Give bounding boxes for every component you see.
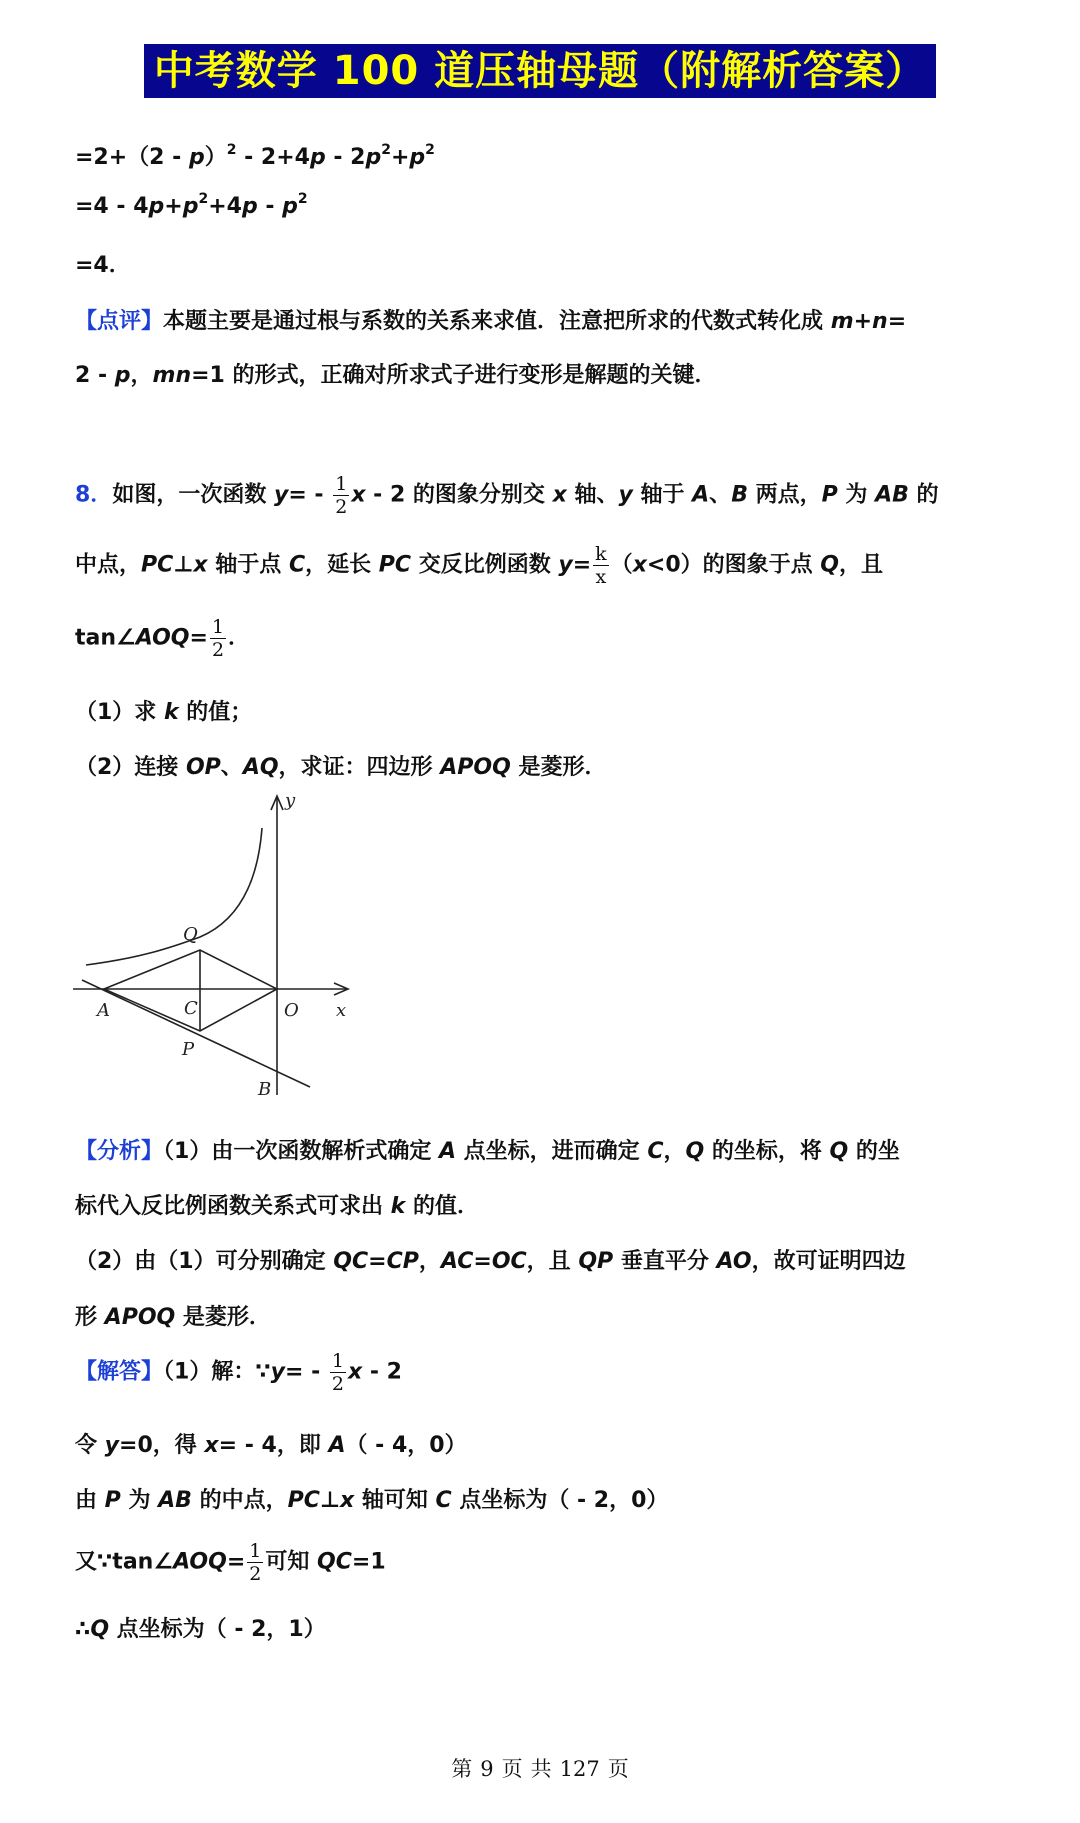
label-a: A — [97, 1000, 110, 1021]
fraction: $\frac{1}{2}$ — [335, 473, 348, 518]
analysis-line-2: 标代入反比例函数关系式可求出 k 的值． — [75, 1194, 479, 1219]
label-x: x — [336, 1000, 347, 1021]
solution-line-1: 【解答】（1）解：∵y= - $\frac{1}{2}$ x - 2 — [75, 1350, 402, 1395]
analysis-tag: 【分析】 — [75, 1139, 164, 1164]
page-footer: 第 9 页 共 127 页 — [451, 1757, 629, 1781]
label-o: O — [284, 1000, 299, 1021]
comment-tag: 【点评】 — [75, 309, 164, 334]
analysis-line-3: （2）由（1）可分别确定 QC=CP，AC=OC，且 QP 垂直平分 AO，故可证明四边 — [75, 1249, 906, 1274]
problem-number: 8． — [75, 482, 113, 508]
question-2: （2）连接 OP、AQ，求证：四边形 APOQ 是菱形． — [75, 755, 607, 780]
label-c: C — [184, 998, 198, 1019]
total-pages: 127 — [559, 1757, 600, 1781]
fraction: $\frac{1}{2}$ — [331, 1350, 344, 1395]
solution-line-3: 由 P 为 AB 的中点，PC⊥x 轴可知 C 点坐标为（ - 2，0） — [75, 1488, 669, 1513]
equation-line-2: $=4 - 4p+p^2+4p - p^2$ — [75, 191, 308, 219]
title-bar — [0, 44, 1080, 98]
geometry-figure — [70, 790, 360, 1100]
problem-line-3: tan∠AOQ= $\frac{1}{2}$ ． — [75, 616, 251, 661]
equation-line-1: $=2+(2 - p)^2 - 2+4p - 2p^2+p^2$ — [75, 142, 435, 170]
question-1: （1）求 k 的值； — [75, 700, 253, 725]
solution-line-5: ∴Q 点坐标为（ - 2，1） — [75, 1617, 326, 1642]
line-ab — [82, 980, 310, 1087]
fraction: $\frac{k}{x}$ — [595, 543, 607, 588]
label-q: Q — [183, 924, 198, 945]
analysis-line-4: 形 APOQ 是菱形． — [75, 1305, 271, 1330]
label-b: B — [258, 1079, 272, 1100]
hyperbola-curve — [86, 828, 262, 965]
label-y: y — [285, 790, 296, 811]
solution-line-4: 又∵tan∠AOQ= $\frac{1}{2}$ 可知 QC=1 — [75, 1540, 386, 1585]
page-number: 9 — [480, 1757, 494, 1781]
fraction: $\frac{1}{2}$ — [211, 616, 225, 661]
problem-line-2: 中点，PC⊥x 轴于点 C，延长 PC 交反比例函数 y= $\frac{k}{x}$ （x<0）的图象于点 Q，且 — [75, 543, 884, 588]
solution-tag: 【解答】 — [75, 1359, 164, 1385]
fraction: $\frac{1}{2}$ — [249, 1540, 262, 1585]
analysis-line-1: 【分析】（1）由一次函数解析式确定 A 点坐标，进而确定 C，Q 的坐标，将 Q 的坐 — [75, 1139, 900, 1164]
label-p: P — [182, 1039, 195, 1060]
equation-line-3: =4． — [75, 253, 131, 278]
solution-line-2: 令 y=0，得 x= - 4，即 A（ - 4，0） — [75, 1433, 467, 1458]
problem-line-1: 8．如图，一次函数 y= - $\frac{1}{2}$ x - 2 的图象分别交 x 轴、y 轴于 A、B 两点，P 为 AB 的 — [75, 473, 939, 518]
document-title: 中考数学 100 道压轴母题（附解析答案） — [144, 44, 936, 98]
comment-line-2: 2 - p，mn=1 的形式，正确对所求式子进行变形是解题的关键． — [75, 363, 717, 388]
comment-line-1: 【点评】本题主要是通过根与系数的关系来求值．注意把所求的代数式转化成 m+n= — [75, 309, 907, 334]
